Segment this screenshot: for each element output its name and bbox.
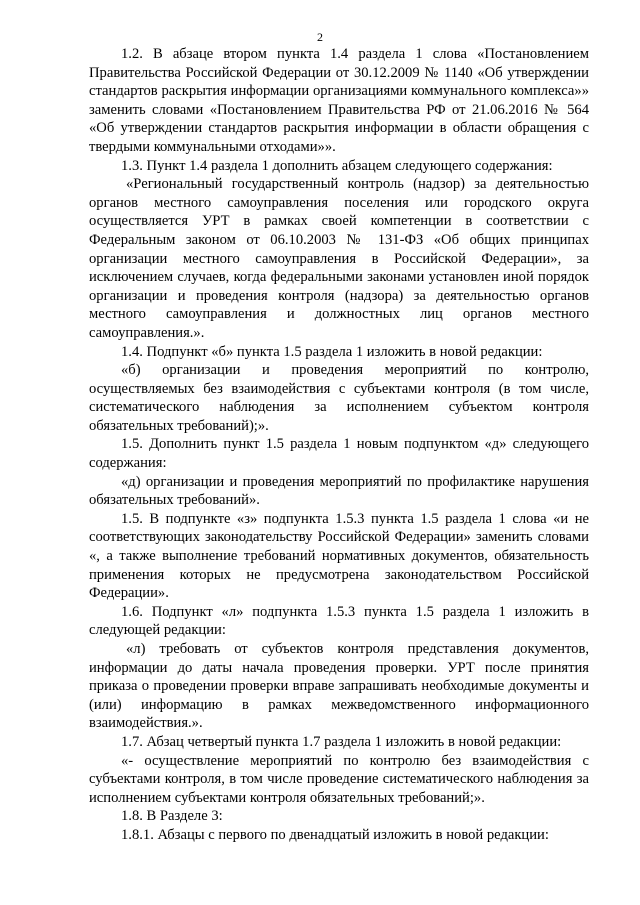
paragraph-1-8-1: 1.8.1. Абзацы с первого по двенадцатый изложить в новой редакции: [121,826,549,843]
paragraph-1-8: 1.8. В Разделе 3: [121,808,223,825]
paragraph-1-7: 1.7. Абзац четвертый пункта 1.7 раздела 1 изложить в новой редакции: [121,733,562,750]
quoted-paragraph-monitoring: «- осуществление мероприятий по контролю без взаимодействия с субъектами контроля, в том числе проведение систематического наблюдения за исполнением субъектами контроля обязательных требований;». [89,752,589,806]
paragraph-1-2: 1.2. В абзаце втором пункта 1.4 раздела 1 слова «Постановлением Правительства Российской Федерации от 30.12.2009 № 1140 «Об утверждении стандартов раскрытия информации организациями коммунального комплекса»» заменить словами «Постановлением Правительства РФ от 21.06.2016 № 564 «Об утверждении стандартов раскрытия информации в области обращения с твердыми коммунальными отходами»». [89,46,589,155]
paragraph-1-4: 1.4. Подпункт «б» пункта 1.5 раздела 1 изложить в новой редакции: [121,343,543,360]
quoted-subparagraph-d: «д) организации и проведения мероприятий по профилактике нарушения обязательных требований». [89,473,589,509]
paragraph-1-3: 1.3. Пункт 1.4 раздела 1 дополнить абзацем следующего содержания: [121,157,553,174]
quoted-subparagraph-b: «б) организации и проведения мероприятий по контролю, осуществляемых без взаимодействия с субъектами контроля (в том числе, систематического наблюдения за исполнением субъектом контроля обязательных требований);». [89,362,589,434]
document-body [89,45,589,845]
paragraph-1-6: 1.6. Подпункт «л» подпункта 1.5.3 пункта 1.5 раздела 1 изложить в следующей редакции: [89,603,589,639]
quoted-subparagraph-l: «л) требовать от субъектов контроля представления документов, информации до даты начала проведения проверки. УРТ после принятия приказа о проведении проверки вправе запрашивать необходимые документы и (или) информацию в рамках межведомственного информационного взаимодействия.». [89,641,589,732]
quoted-paragraph-regional-control: «Региональный государственный контроль (надзор) за деятельностью органов местного самоуправления поселения или городского округа осуществляется УРТ в рамках своей компетенции в соответствии с Федеральным законом от 06.10.2003 № 131-ФЗ «Об общих принципах организации местного самоуправления в Российской Федерации», за исключением случаев, когда федеральными законами установлен иной порядок организации и проведения контроля (надзора) за деятельностью органов местного самоуправления и должностных лиц органов местного самоуправления.». [89,176,589,341]
paragraph-1-5-add: 1.5. Дополнить пункт 1.5 раздела 1 новым подпунктом «д» следующего содержания: [89,436,589,472]
paragraph-1-5-replace: 1.5. В подпункте «з» подпункта 1.5.3 пункта 1.5 раздела 1 слова «и не соответствующих законодательству Российской Федерации» заменить словами «, а также выполнение требований нормативных документов, обязательность применения которых не предусмотрена законодательством Российской Федерации». [89,510,589,602]
page-number: 2 [317,30,323,44]
